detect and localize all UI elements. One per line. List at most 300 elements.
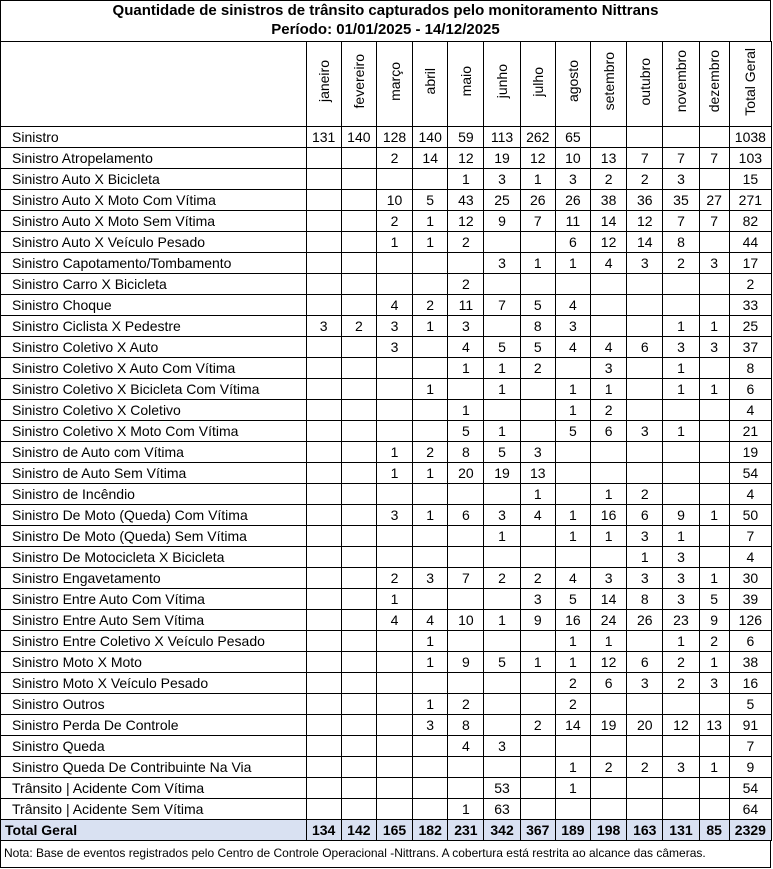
month-value-cell [520, 232, 555, 253]
month-value-cell [341, 169, 376, 190]
month-value-cell [520, 694, 555, 715]
report-title: Quantidade de sinistros de trânsito capturados pelo monitoramento Nittrans [112, 2, 659, 19]
month-value-cell: 2 [448, 232, 484, 253]
row-label: Sinistro Ciclista X Pedestre [1, 316, 307, 337]
month-value-cell: 12 [627, 211, 663, 232]
month-value-cell: 3 [555, 316, 590, 337]
month-value-cell [306, 568, 341, 589]
table-row [1, 379, 772, 400]
month-value-cell [341, 631, 376, 652]
month-value-cell: 142 [341, 820, 376, 841]
month-value-cell: 23 [663, 610, 699, 631]
row-total-cell: 6 [729, 631, 771, 652]
row-total-cell: 7 [729, 526, 771, 547]
month-value-cell: 5 [484, 442, 520, 463]
month-value-cell: 9 [448, 652, 484, 673]
row-label: Sinistro Coletivo X Auto Com Vítima [1, 358, 307, 379]
month-value-cell [413, 736, 448, 757]
month-value-cell: 1 [699, 652, 729, 673]
row-total-cell: 8 [729, 358, 771, 379]
table-row [1, 211, 772, 232]
month-value-cell: 4 [448, 337, 484, 358]
month-value-cell: 1 [413, 211, 448, 232]
month-value-cell [663, 484, 699, 505]
month-value-cell [555, 442, 590, 463]
month-value-cell: 2 [413, 442, 448, 463]
month-value-cell: 1 [520, 652, 555, 673]
month-value-cell [663, 778, 699, 799]
month-value-cell: 3 [376, 505, 412, 526]
month-value-cell: 8 [448, 442, 484, 463]
month-value-cell: 9 [484, 211, 520, 232]
month-value-cell: 1 [699, 505, 729, 526]
row-total-cell: 4 [729, 484, 771, 505]
month-value-cell: 1 [555, 526, 590, 547]
month-value-cell [306, 148, 341, 169]
month-value-cell: 1 [413, 379, 448, 400]
month-value-cell [555, 736, 590, 757]
month-value-cell: 3 [699, 673, 729, 694]
month-value-cell: 5 [484, 652, 520, 673]
month-value-cell: 2 [591, 757, 627, 778]
month-value-cell: 2 [341, 316, 376, 337]
row-total-cell: 91 [729, 715, 771, 736]
month-value-cell [484, 694, 520, 715]
month-value-cell [306, 673, 341, 694]
row-total-cell: 37 [729, 337, 771, 358]
month-value-cell [376, 673, 412, 694]
month-value-cell: 1 [376, 232, 412, 253]
month-value-cell: 12 [591, 652, 627, 673]
month-value-cell [341, 190, 376, 211]
month-value-cell: 1 [663, 421, 699, 442]
month-value-cell: 7 [699, 211, 729, 232]
month-value-cell: 2 [520, 358, 555, 379]
table-row [1, 148, 772, 169]
row-label: Sinistro Auto X Moto Com Vítima [1, 190, 307, 211]
total-row [1, 820, 772, 841]
month-value-cell [591, 295, 627, 316]
month-value-cell [627, 442, 663, 463]
month-value-cell [627, 358, 663, 379]
month-value-cell [699, 358, 729, 379]
month-value-cell [413, 526, 448, 547]
column-header-label: setembro [600, 52, 617, 111]
column-header [591, 42, 627, 127]
row-total-cell: 17 [729, 253, 771, 274]
month-value-cell [306, 631, 341, 652]
row-total-cell: 38 [729, 652, 771, 673]
month-value-cell [341, 358, 376, 379]
month-value-cell [555, 358, 590, 379]
month-value-cell [699, 400, 729, 421]
row-label: Sinistro Moto X Veículo Pesado [1, 673, 307, 694]
month-value-cell: 4 [448, 736, 484, 757]
month-value-cell [413, 778, 448, 799]
month-value-cell: 1 [591, 484, 627, 505]
month-value-cell: 1 [413, 631, 448, 652]
month-value-cell [448, 631, 484, 652]
month-value-cell [376, 694, 412, 715]
column-header-label: maio [457, 66, 474, 97]
month-value-cell [484, 232, 520, 253]
month-value-cell [341, 715, 376, 736]
month-value-cell [376, 736, 412, 757]
month-value-cell: 1 [376, 463, 412, 484]
month-value-cell [306, 190, 341, 211]
month-value-cell [306, 484, 341, 505]
month-value-cell [520, 778, 555, 799]
month-value-cell [591, 736, 627, 757]
month-value-cell: 1 [699, 379, 729, 400]
month-value-cell [520, 526, 555, 547]
month-value-cell [341, 736, 376, 757]
month-value-cell [591, 442, 627, 463]
month-value-cell [306, 694, 341, 715]
month-value-cell [341, 673, 376, 694]
month-value-cell: 16 [555, 610, 590, 631]
month-value-cell [376, 757, 412, 778]
column-header-label: julho [529, 66, 546, 97]
month-value-cell [699, 484, 729, 505]
month-value-cell: 2 [591, 400, 627, 421]
month-value-cell: 2 [484, 568, 520, 589]
month-value-cell: 9 [520, 610, 555, 631]
month-value-cell: 1 [699, 568, 729, 589]
month-value-cell: 4 [413, 610, 448, 631]
month-value-cell [627, 736, 663, 757]
month-value-cell: 3 [663, 589, 699, 610]
month-value-cell: 7 [699, 148, 729, 169]
month-value-cell: 1 [448, 400, 484, 421]
month-value-cell [627, 127, 663, 148]
month-value-cell: 1 [555, 400, 590, 421]
month-value-cell [376, 631, 412, 652]
month-value-cell [306, 421, 341, 442]
month-value-cell [306, 547, 341, 568]
month-value-cell [627, 694, 663, 715]
month-value-cell: 2 [555, 694, 590, 715]
header-row [1, 42, 772, 127]
month-value-cell [306, 358, 341, 379]
month-value-cell: 4 [555, 568, 590, 589]
row-total-cell: 64 [729, 799, 771, 820]
table-row [1, 631, 772, 652]
table-row [1, 526, 772, 547]
grand-total-cell: 2329 [729, 820, 771, 841]
month-value-cell: 14 [413, 148, 448, 169]
column-header-label: janeiro [315, 60, 332, 103]
month-value-cell [306, 526, 341, 547]
month-value-cell: 13 [591, 148, 627, 169]
month-value-cell [341, 757, 376, 778]
column-header-label: março [386, 62, 403, 101]
month-value-cell [341, 484, 376, 505]
month-value-cell: 342 [484, 820, 520, 841]
month-value-cell: 1 [484, 421, 520, 442]
month-value-cell: 3 [555, 169, 590, 190]
month-value-cell: 2 [699, 631, 729, 652]
month-value-cell [520, 736, 555, 757]
month-value-cell [306, 652, 341, 673]
month-value-cell: 1 [591, 631, 627, 652]
month-value-cell: 3 [413, 568, 448, 589]
month-value-cell [520, 421, 555, 442]
month-value-cell: 36 [627, 190, 663, 211]
month-value-cell [341, 463, 376, 484]
row-total-cell: 54 [729, 778, 771, 799]
row-label: Sinistro De Moto (Queda) Com Vítima [1, 505, 307, 526]
column-header [663, 42, 699, 127]
month-value-cell [341, 295, 376, 316]
month-value-cell [484, 547, 520, 568]
month-value-cell [306, 253, 341, 274]
month-value-cell: 1 [627, 547, 663, 568]
month-value-cell [663, 694, 699, 715]
month-value-cell [627, 631, 663, 652]
month-value-cell [663, 736, 699, 757]
month-value-cell [520, 673, 555, 694]
month-value-cell [341, 589, 376, 610]
month-value-cell: 2 [663, 253, 699, 274]
header-corner [1, 42, 307, 127]
month-value-cell: 182 [413, 820, 448, 841]
month-value-cell: 2 [448, 274, 484, 295]
month-value-cell [341, 778, 376, 799]
row-label: Trânsito | Acidente Com Vítima [1, 778, 307, 799]
column-header [729, 42, 771, 127]
month-value-cell: 1 [663, 526, 699, 547]
row-total-cell: 2 [729, 274, 771, 295]
month-value-cell: 5 [413, 190, 448, 211]
month-value-cell: 5 [448, 421, 484, 442]
table-row [1, 463, 772, 484]
row-total-cell: 4 [729, 400, 771, 421]
month-value-cell: 2 [376, 568, 412, 589]
month-value-cell: 1 [555, 778, 590, 799]
table-row [1, 505, 772, 526]
month-value-cell [306, 778, 341, 799]
column-header [484, 42, 520, 127]
month-value-cell [306, 442, 341, 463]
table-row [1, 421, 772, 442]
month-value-cell: 38 [591, 190, 627, 211]
month-value-cell [306, 400, 341, 421]
month-value-cell: 3 [484, 736, 520, 757]
month-value-cell [341, 505, 376, 526]
month-value-cell: 85 [699, 820, 729, 841]
month-value-cell [663, 295, 699, 316]
row-total-cell: 4 [729, 547, 771, 568]
month-value-cell [520, 274, 555, 295]
month-value-cell: 3 [376, 316, 412, 337]
row-label: Trânsito | Acidente Sem Vítima [1, 799, 307, 820]
month-value-cell: 2 [520, 715, 555, 736]
row-total-cell: 16 [729, 673, 771, 694]
month-value-cell [376, 484, 412, 505]
table-row [1, 547, 772, 568]
row-label: Sinistro Engavetamento [1, 568, 307, 589]
month-value-cell [376, 715, 412, 736]
month-value-cell [448, 484, 484, 505]
row-label: Sinistro Queda De Contribuinte Na Via [1, 757, 307, 778]
column-header-label: novembro [672, 50, 689, 113]
month-value-cell: 19 [484, 148, 520, 169]
month-value-cell: 131 [306, 127, 341, 148]
row-total-cell: 82 [729, 211, 771, 232]
month-value-cell [484, 400, 520, 421]
month-value-cell: 3 [663, 169, 699, 190]
table-row [1, 274, 772, 295]
month-value-cell [484, 589, 520, 610]
month-value-cell [520, 799, 555, 820]
month-value-cell [663, 442, 699, 463]
month-value-cell: 9 [699, 610, 729, 631]
month-value-cell: 6 [591, 421, 627, 442]
row-label: Sinistro Choque [1, 295, 307, 316]
month-value-cell: 4 [555, 295, 590, 316]
month-value-cell [413, 400, 448, 421]
month-value-cell: 1 [376, 589, 412, 610]
month-value-cell: 7 [627, 148, 663, 169]
month-value-cell [591, 778, 627, 799]
month-value-cell: 140 [341, 127, 376, 148]
month-value-cell [663, 799, 699, 820]
month-value-cell: 2 [627, 169, 663, 190]
month-value-cell: 63 [484, 799, 520, 820]
month-value-cell: 4 [376, 295, 412, 316]
month-value-cell [484, 631, 520, 652]
month-value-cell: 19 [484, 463, 520, 484]
month-value-cell [376, 358, 412, 379]
month-value-cell: 26 [627, 610, 663, 631]
row-label: Sinistro Entre Coletivo X Veículo Pesado [1, 631, 307, 652]
column-header-label: dezembro [706, 50, 723, 113]
month-value-cell [627, 778, 663, 799]
month-value-cell: 189 [555, 820, 590, 841]
month-value-cell: 5 [555, 421, 590, 442]
month-value-cell [448, 253, 484, 274]
month-value-cell: 3 [484, 169, 520, 190]
row-label: Sinistro Coletivo X Auto [1, 337, 307, 358]
row-total-cell: 15 [729, 169, 771, 190]
month-value-cell [341, 694, 376, 715]
column-header [341, 42, 376, 127]
month-value-cell [555, 463, 590, 484]
table-row [1, 673, 772, 694]
column-header-label: abril [422, 68, 439, 95]
month-value-cell: 6 [448, 505, 484, 526]
month-value-cell [413, 274, 448, 295]
month-value-cell: 7 [448, 568, 484, 589]
row-total-cell: 39 [729, 589, 771, 610]
month-value-cell [448, 778, 484, 799]
title-block [0, 0, 771, 42]
month-value-cell: 1 [555, 505, 590, 526]
row-label: Sinistro Coletivo X Coletivo [1, 400, 307, 421]
month-value-cell: 65 [555, 127, 590, 148]
month-value-cell [376, 379, 412, 400]
report-period: Período: 01/01/2025 - 14/12/2025 [271, 21, 500, 38]
month-value-cell [699, 799, 729, 820]
month-value-cell [663, 463, 699, 484]
month-value-cell: 24 [591, 610, 627, 631]
month-value-cell: 1 [663, 358, 699, 379]
month-value-cell [555, 547, 590, 568]
month-value-cell [520, 379, 555, 400]
month-value-cell [591, 127, 627, 148]
month-value-cell [627, 400, 663, 421]
month-value-cell [448, 526, 484, 547]
month-value-cell: 113 [484, 127, 520, 148]
month-value-cell: 8 [627, 589, 663, 610]
column-header [413, 42, 448, 127]
month-value-cell: 7 [484, 295, 520, 316]
month-value-cell: 1 [448, 799, 484, 820]
month-value-cell [376, 421, 412, 442]
month-value-cell [699, 463, 729, 484]
row-label: Sinistro De Moto (Queda) Sem Vítima [1, 526, 307, 547]
row-label: Sinistro Queda [1, 736, 307, 757]
table-row [1, 400, 772, 421]
month-value-cell [591, 547, 627, 568]
row-label: Sinistro [1, 127, 307, 148]
month-value-cell [627, 463, 663, 484]
month-value-cell [306, 715, 341, 736]
month-value-cell: 3 [663, 568, 699, 589]
month-value-cell: 3 [484, 253, 520, 274]
row-label: Sinistro de Auto com Vítima [1, 442, 307, 463]
row-total-cell: 50 [729, 505, 771, 526]
table-row [1, 295, 772, 316]
month-value-cell: 3 [591, 358, 627, 379]
month-value-cell: 6 [627, 505, 663, 526]
table-row [1, 253, 772, 274]
month-value-cell [663, 400, 699, 421]
month-value-cell: 19 [591, 715, 627, 736]
month-value-cell [413, 484, 448, 505]
month-value-cell: 2 [376, 211, 412, 232]
table-row [1, 190, 772, 211]
month-value-cell: 6 [627, 652, 663, 673]
month-value-cell [484, 316, 520, 337]
footnote: Nota: Base de eventos registrados pelo Centro de Controle Operacional -Nittrans. A cobertura está restrita ao alcance das câmeras. [0, 841, 771, 868]
month-value-cell [341, 253, 376, 274]
month-value-cell [306, 799, 341, 820]
table-row [1, 652, 772, 673]
month-value-cell: 12 [591, 232, 627, 253]
row-total-cell: 54 [729, 463, 771, 484]
month-value-cell: 1 [663, 631, 699, 652]
month-value-cell [376, 547, 412, 568]
row-label: Sinistro Carro X Bicicleta [1, 274, 307, 295]
month-value-cell: 5 [555, 589, 590, 610]
month-value-cell [341, 274, 376, 295]
month-value-cell [448, 589, 484, 610]
month-value-cell: 1 [413, 505, 448, 526]
month-value-cell [591, 274, 627, 295]
month-value-cell [376, 274, 412, 295]
month-value-cell [555, 484, 590, 505]
month-value-cell [627, 379, 663, 400]
table-row [1, 778, 772, 799]
table-row [1, 316, 772, 337]
month-value-cell: 3 [663, 757, 699, 778]
month-value-cell: 2 [591, 169, 627, 190]
month-value-cell: 4 [591, 253, 627, 274]
column-header-label: junho [494, 64, 511, 99]
month-value-cell [663, 127, 699, 148]
